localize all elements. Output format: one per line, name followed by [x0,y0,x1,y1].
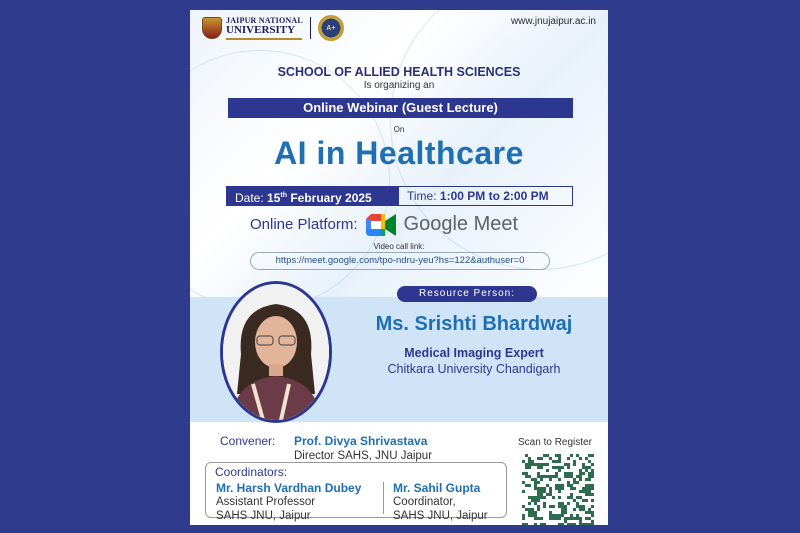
platform-label: Online Platform: [250,216,358,233]
coordinator-2-dept: SAHS JNU, Jaipur [393,510,488,522]
convener-label: Convener: [220,434,276,448]
coordinator-2-title: Coordinator, [393,496,456,508]
coordinators-label: Coordinators: [215,465,288,479]
on-text: On [393,125,405,134]
logo-line-2: UNIVERSITY [226,23,296,36]
convener-name: Prof. Divya Shrivastava [294,434,428,448]
coordinator-1-name: Mr. Harsh Vardhan Dubey [216,481,362,495]
qr-code-icon[interactable] [522,454,594,525]
university-logo [202,15,344,41]
logo-underline [226,38,302,40]
naac-grade: A+ [326,24,336,32]
date-value [267,191,372,205]
speaker-organization: Chitkara University Chandigarh [387,362,561,376]
resource-person-badge: Resource Person: [397,286,537,302]
video-call-link[interactable]: https://meet.google.com/tpo-ndru-yeu?hs=122&authuser=0 [250,252,550,270]
jnu-crest-icon [202,17,222,39]
date-month-year: February 2025 [287,191,372,205]
coordinator-2-name: Mr. Sahil Gupta [393,481,481,495]
speaker-photo [220,281,332,423]
time-label: Time: [407,189,437,203]
date-box [227,187,399,205]
speaker-name: Ms. Srishti Bhardwaj [375,313,573,335]
time-box [399,187,572,205]
time-value: 1:00 PM to 2:00 PM [439,189,549,203]
event-title: AI in Healthcare [274,135,524,171]
logo-line-1: JAIPUR NATIONAL [226,15,303,25]
convener-role: Director SAHS, JNU Jaipur [294,450,433,462]
platform-name: Google Meet [403,213,519,235]
speaker-portrait [223,284,329,420]
coordinator-1-dept: SAHS JNU, Jaipur [216,510,311,522]
coordinator-divider [383,482,384,514]
website-url: www.jnujaipur.ac.in [510,16,596,27]
platform-row [250,213,518,236]
logo-divider [310,17,311,39]
video-link-label: Video call link: [373,242,425,251]
logo-wordmark [226,17,303,40]
date-time-bar [226,186,573,206]
school-name: SCHOOL OF ALLIED HEALTH SCIENCES [277,65,521,79]
date-day: 15 [267,191,281,205]
date-label: Date: [235,191,264,205]
webinar-poster [190,10,608,525]
date-suffix: th [280,192,287,199]
google-meet-icon [366,214,396,236]
organizing-text: Is organizing an [363,80,435,91]
scan-to-register-label: Scan to Register [518,437,592,448]
coordinator-1-title: Assistant Professor [216,496,316,508]
event-type-banner: Online Webinar (Guest Lecture) [228,98,573,118]
naac-badge-icon [318,15,344,41]
speaker-role: Medical Imaging Expert [404,346,544,360]
